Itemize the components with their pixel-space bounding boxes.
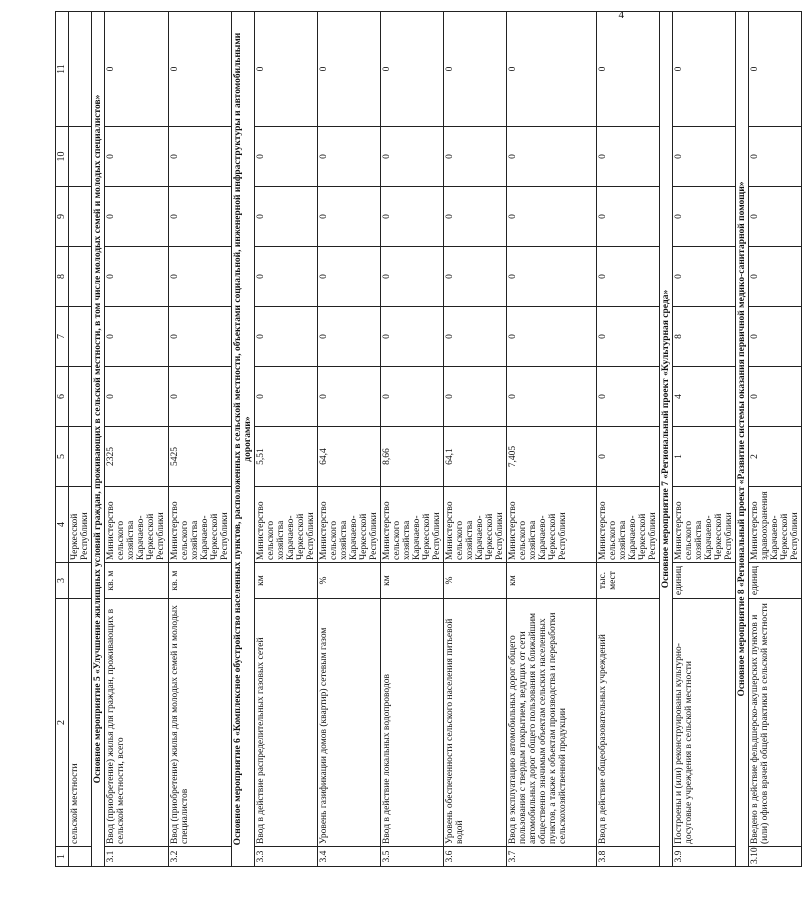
table-row [507, 12, 597, 867]
value-col-6: 4 [673, 367, 736, 427]
value-col-8: 0 [318, 247, 381, 307]
indicators-table [55, 11, 802, 867]
value-col-6: 0 [507, 367, 597, 427]
section-8-row [736, 12, 749, 867]
value-col-11: 0 [255, 12, 318, 127]
page-number: 4 [618, 9, 624, 21]
row-number: 3.10 [749, 847, 802, 867]
indicator-name: Ввод в действие общеобразовательных учреждений [597, 599, 660, 847]
indicator-name: Уровень газификации домов (квартир) сетевым газом [318, 599, 381, 847]
value-col-10: 0 [673, 127, 736, 187]
value-col-8: 0 [673, 247, 736, 307]
col-11-header: 11 [56, 12, 69, 127]
value-col-9: 0 [749, 187, 802, 247]
unit: км [255, 563, 318, 599]
value-col-10: 0 [105, 127, 169, 187]
value-col-11: 0 [381, 12, 444, 127]
table-row [597, 12, 660, 867]
section-7-row [660, 12, 673, 867]
value-col-11: 0 [597, 12, 660, 127]
value-col-8: 0 [105, 247, 169, 307]
value-col-7: 0 [381, 307, 444, 367]
value-col-10: 0 [169, 127, 232, 187]
unit: единиц [673, 563, 736, 599]
value-col-10: 0 [597, 127, 660, 187]
table-row [444, 12, 507, 867]
value-col-8: 0 [169, 247, 232, 307]
row-number: 3.7 [507, 847, 597, 867]
unit: км [507, 563, 597, 599]
row-number: 3.5 [381, 847, 444, 867]
unit: кв. м [169, 563, 232, 599]
value-col-5: 0 [597, 427, 660, 487]
indicator-name: Ввод (приобретение) жилья для молодых семей и молодых специалистов [169, 599, 232, 847]
value-col-10: 0 [507, 127, 597, 187]
table-row [381, 12, 444, 867]
indicator-name: Ввод в действие распределительных газовых сетей [255, 599, 318, 847]
value-col-11: 0 [169, 12, 232, 127]
indicator-name: Ввод (приобретение) жилья для граждан, проживающих в сельской местности, всего [105, 599, 169, 847]
value-col-10: 0 [318, 127, 381, 187]
row-number: 3.9 [673, 847, 736, 867]
ministry: Министерство сельского хозяйства Карачаево-Черкесской Республики [444, 487, 507, 563]
ministry: Министерство сельского хозяйства Карачаево-Черкесской Республики [381, 487, 444, 563]
indicator-name: Построены и (или) реконструированы культурно-досуговые учреждения в сельской местности [673, 599, 736, 847]
ministry: Министерство сельского хозяйства Карачаево-Черкесской Республики [255, 487, 318, 563]
section-6-row [232, 12, 255, 867]
value-col-9: 0 [673, 187, 736, 247]
value-col-5: 1 [673, 427, 736, 487]
col-3-header: 3 [56, 563, 69, 599]
value-col-7: 0 [105, 307, 169, 367]
value-col-9: 0 [507, 187, 597, 247]
ministry: Министерство сельского хозяйства Карачаево-Черкесской Республики [105, 487, 169, 563]
value-col-5: 5,51 [255, 427, 318, 487]
value-col-7: 0 [749, 307, 802, 367]
unit: % [318, 563, 381, 599]
value-col-5: 5425 [169, 427, 232, 487]
row-number: 3.8 [597, 847, 660, 867]
indicator-name: Уровень обеспеченности сельского населения питьевой водой [444, 599, 507, 847]
value-col-9: 0 [169, 187, 232, 247]
table-row [169, 12, 232, 867]
value-col-5: 64,1 [444, 427, 507, 487]
value-col-6: 0 [444, 367, 507, 427]
row-number: 3.6 [444, 847, 507, 867]
value-col-11: 0 [318, 12, 381, 127]
column-number-row [56, 12, 69, 867]
ministry: Министерство здравоохранения Карачаево-Черкесской Республики [749, 487, 802, 563]
col-4-header: 4 [56, 487, 69, 563]
table-row [318, 12, 381, 867]
value-col-11: 0 [749, 12, 802, 127]
value-col-9: 0 [381, 187, 444, 247]
value-col-5: 7,405 [507, 427, 597, 487]
value-col-10: 0 [749, 127, 802, 187]
unit: % [444, 563, 507, 599]
value-col-9: 0 [255, 187, 318, 247]
value-col-11: 0 [673, 12, 736, 127]
indicator-name: Введено в действие фельдшерско-акушерских пунктов и (или) офисов врачей общей практики в сельской местности [749, 599, 802, 847]
value-col-9: 0 [318, 187, 381, 247]
value-col-11: 0 [507, 12, 597, 127]
value-col-5: 2325 [105, 427, 169, 487]
col-5-header: 5 [56, 427, 69, 487]
value-col-8: 0 [444, 247, 507, 307]
value-col-6: 0 [597, 367, 660, 427]
value-col-7: 0 [444, 307, 507, 367]
indicator-name: Ввод в эксплуатацию автомобильных дорог общего пользования с твердым покрытием, ведущих от сети автомобильных дорог общего пользования к ближайшим общественно значимым объектам сельских населенных пунктов, а также к объектам производства и переработки сельскохозяйственной продукции [507, 599, 597, 847]
section-8-title: Основное мероприятие 8 «Региональный проект «Развитие системы оказания первичной медико-санитарной помощи» [736, 12, 749, 867]
value-col-7: 8 [673, 307, 736, 367]
value-col-6: 0 [318, 367, 381, 427]
unit: тыс. мест [597, 563, 660, 599]
continuation-text: сельской местности [69, 599, 92, 847]
value-col-10: 0 [444, 127, 507, 187]
ministry: Министерство сельского хозяйства Карачаево-Черкесской Республики [597, 487, 660, 563]
row-number: 3.4 [318, 847, 381, 867]
value-col-6: 0 [255, 367, 318, 427]
rotated-table-container [55, 12, 800, 867]
ministry: Министерство сельского хозяйства Карачаево-Черкесской Республики [169, 487, 232, 563]
continuation-row [69, 12, 92, 867]
table-row [105, 12, 169, 867]
row-number: 3.2 [169, 847, 232, 867]
section-5-title: Основное мероприятие 5 «Улучшение жилищных условий граждан, проживающих в сельской местности, в том числе молодых семей и молодых специалистов» [92, 12, 105, 867]
col-6-header: 6 [56, 367, 69, 427]
value-col-8: 0 [507, 247, 597, 307]
table-row [749, 12, 802, 867]
col-8-header: 8 [56, 247, 69, 307]
value-col-9: 0 [105, 187, 169, 247]
section-5-row [92, 12, 105, 867]
row-number: 3.3 [255, 847, 318, 867]
col-2-header: 2 [56, 599, 69, 847]
table-row [673, 12, 736, 867]
ministry: Министерство сельского хозяйства Карачаево-Черкесской Республики [507, 487, 597, 563]
value-col-7: 0 [507, 307, 597, 367]
value-col-6: 0 [381, 367, 444, 427]
value-col-8: 0 [381, 247, 444, 307]
value-col-10: 0 [381, 127, 444, 187]
section-7-title: Основное мероприятие 7 «Региональный проект «Культурная среда» [660, 12, 673, 867]
value-col-6: 0 [105, 367, 169, 427]
col-9-header: 9 [56, 187, 69, 247]
value-col-9: 0 [444, 187, 507, 247]
value-col-7: 0 [255, 307, 318, 367]
value-col-11: 0 [105, 12, 169, 127]
col-10-header: 10 [56, 127, 69, 187]
ministry: Министерство сельского хозяйства Карачаево-Черкесской Республики [673, 487, 736, 563]
unit: км [381, 563, 444, 599]
value-col-7: 0 [318, 307, 381, 367]
value-col-5: 64,4 [318, 427, 381, 487]
value-col-7: 0 [169, 307, 232, 367]
value-col-5: 2 [749, 427, 802, 487]
value-col-8: 0 [255, 247, 318, 307]
value-col-11: 0 [444, 12, 507, 127]
ministry: Министерство сельского хозяйства Карачаево-Черкесской Республики [318, 487, 381, 563]
col-7-header: 7 [56, 307, 69, 367]
value-col-7: 0 [597, 307, 660, 367]
continuation-ministry: Черкесской Республики [69, 487, 92, 563]
table-row [255, 12, 318, 867]
indicator-name: Ввод в действие локальных водопроводов [381, 599, 444, 847]
value-col-8: 0 [597, 247, 660, 307]
unit: единиц [749, 563, 802, 599]
value-col-10: 0 [255, 127, 318, 187]
value-col-8: 0 [749, 247, 802, 307]
col-1-header: 1 [56, 847, 69, 867]
section-6-title: Основное мероприятие 6 «Комплексное обустройство населенных пунктов, расположенных в сельской местности, объектами социальной, инженерной инфраструктуры и автомобильными дорогами» [232, 12, 255, 867]
value-col-5: 8,66 [381, 427, 444, 487]
value-col-9: 0 [597, 187, 660, 247]
unit: кв. м [105, 563, 169, 599]
row-number: 3.1 [105, 847, 169, 867]
value-col-6: 0 [749, 367, 802, 427]
value-col-6: 0 [169, 367, 232, 427]
